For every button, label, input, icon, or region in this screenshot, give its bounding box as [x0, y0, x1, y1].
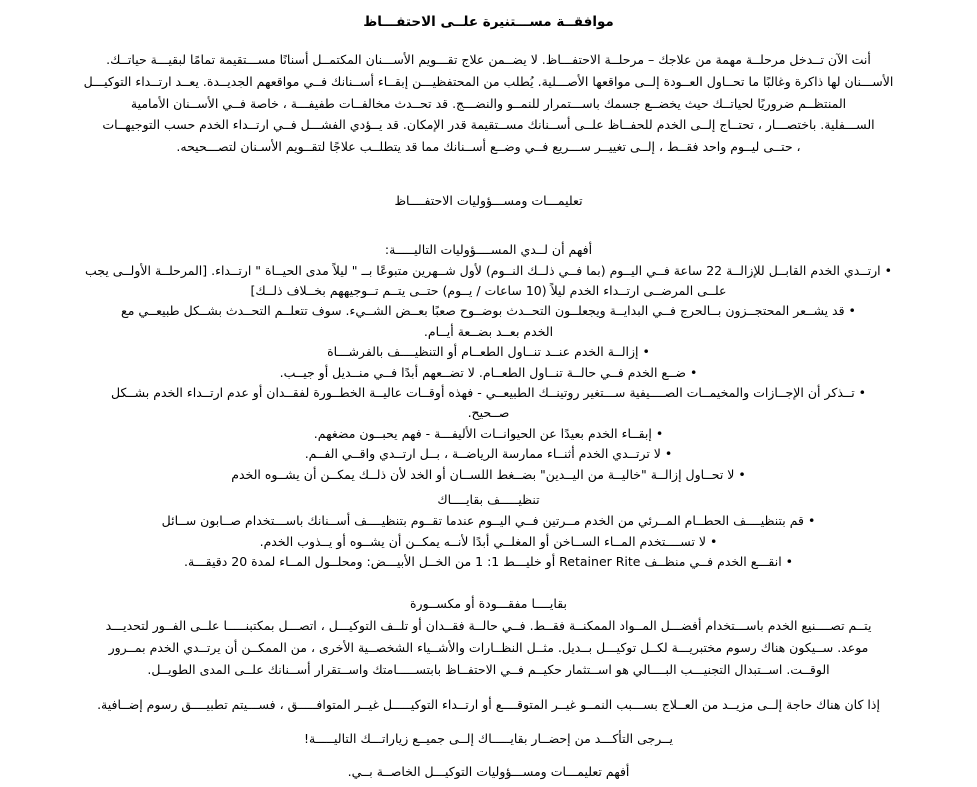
bullet-line: • لا تحــاول إزالــة "خاليــة من اليــدين" بضــغط اللســان أو الخد لأن ذلــك يمكــن أن يشــوه الخدم — [231, 466, 746, 482]
intro-paragraph — [26, 49, 951, 158]
bullet-line: • إزالــة الخدم عنــد تنــاول الطعــام أو التنظيــــف بالفرشـــاة — [327, 344, 650, 360]
section-heading-cleaning: تنظيـــــف بقايــــاك — [437, 492, 540, 508]
bullet-line: • قد يشــعر المحتجــزون بــالحرج فــي البدايــة ويجعلــون التحــدث بوضــوح صعبًا بعــض الشــيء. سوف تتعلــم التحــدث بشــكل طبيعــي مع — [121, 303, 856, 319]
document-title: موافقــة مســـتنيرة علــى الاحتفـــاظ — [363, 14, 614, 30]
responsibilities-lead: أفهم أن لــدي المســــؤوليات التاليـــــة: — [384, 241, 593, 257]
acknowledgement-statement: أفهم تعليمـــات ومســـؤوليات التوكيـــل الخاصــة بــي. — [347, 764, 630, 780]
lost-broken-line: موعد. ســيكون هناك رسوم مختبريـــة لكــل توكيـــل بــديل. مثــل النظــارات والأشــياء الشخصــية الأخرى ، من الممكــن أن يرتــدي الخدم بمــرور — [108, 639, 869, 655]
lost-broken-paragraph — [26, 615, 951, 680]
intro-line: ، حتــى ليــوم واحد فقــط ، إلــى تغييــر ســـريع فــي وضــع أســنانك مما قد يتطلــب علاجًا لتقــويم الأسـنان لتصـــحيحه. — [176, 139, 801, 155]
lost-broken-line: يتــم تصــــنيع الخدم باســـتخدام أفضـــل المــواد الممكنــة فقــط. فــي حالــة فقــدان أو تلــف التوكيـــل ، اتصـــل بمكتبنـــــا علــى الفــور لتحديـــد — [105, 618, 872, 634]
bullet-line: • تــذكر أن الإجــازات والمخيمــات الصــــيفية ســـتغير روتينــك الطبيعــي - فهذه أوقــات عاليــة الخطــورة لفقــدان أو عدم ارتــداء الخدم بشــكل — [110, 385, 867, 401]
section-heading-responsibilities: تعليمـــات ومســـؤوليات الاحتفــــاظ — [394, 192, 583, 208]
intro-line: الســـفلية. باختصـــار ، تحتــاج إلــى الخدم للحفــاظ علــى أســنانك مســتقيمة قدر الإمكان. قد يــؤدي الفشـــل فــي ارتــداء الخدم حسب التوجيهــات — [102, 117, 875, 133]
bullet-line: • لا تســــتخدم المــاء الســاخن أو المغلــي أبدًا لأنــه يمكــن أن يشــوه أو يــذوب الخدم. — [259, 533, 718, 549]
section-heading-lost-broken: بقايــــا مفقـــودة أو مكســورة — [410, 596, 567, 612]
cleaning-list — [26, 511, 951, 573]
bullet-line: • ارتــدي الخدم القابــل للإزالــة 22 ساعة فــي اليــوم (بما فــي ذلــك النــوم) لأول شــهرين متبوعًا بــ " ليلاً مدى الحيــاة " ارتــداء. [المرحلــة الأولــى يجب — [85, 262, 892, 278]
responsibilities-list — [26, 261, 951, 485]
bring-retainers-note: يــرجى التأكـــد من إحضــار بقايـــــاك إلــى جميــع زياراتـــك التاليـــــة! — [304, 731, 673, 747]
bullet-line: • إبقــاء الخدم بعيدًا عن الحيوانــات الأليفـــة - فهم يحبــون مضغهم. — [313, 425, 664, 441]
bullet-line: علــى المرضــى ارتــداء الخدم ليلاً (10 ساعات / يــوم) حتــى يتــم تــوجيههم بخــلاف ذلــك] — [250, 282, 727, 298]
bullet-line: • انقـــع الخدم فــي منظــف Retainer Rite أو خليـــط 1: 1 من الخــل الأبيـــض: ومحلــول المــاء لمدة 20 دقيقـــة. — [183, 554, 794, 570]
intro-line: المنتظــم ضروريًا لحياتــك حيث يخضــع جسمك باســـتمرار للنمــو والنضـــج. قد تحــدث مخالفــات طفيفـــة ، خاصة فــي الأســنان الأمامية — [130, 95, 847, 111]
bullet-line: • لا ترتــدي الخدم أثنــاء ممارسة الرياضــة ، بــل ارتــدي واقــي الفــم. — [304, 446, 673, 462]
bullet-line: صــحيح. — [467, 405, 510, 421]
intro-line: الأســـنان لها ذاكرة وغالبًا ما تحــاول العــودة إلــى مواقعها الأصـــلية. يُطلب من المحتفظيـــن إبقــاء أســنانك فــي مواقعهم الجديــدة. يعــد ارتــداء التوكيـــل — [83, 73, 894, 89]
bullet-line: الخدم بعــد بضــعة أيــام. — [423, 323, 554, 339]
additional-fees-note: إذا كان هناك حاجة إلــى مزيــد من العــلاج بســـبب النمــو غيــر المتوقــــع أو ارتــداء التوكيـــــل غيــر المتوافـــــق ، فســـيتم تطبيــــق رسوم إضــافية. — [97, 697, 880, 713]
lost-broken-line: الوقــت. اســتبدال التجنيـــب البــــالي هو اســتثمار حكيــم فــي الاحتفــاظ بابتســـــامتك واســتقرار أســنانك علــى المدى الطويــل. — [147, 661, 830, 677]
intro-line: أنت الآن تــدخل مرحلــة مهمة من علاجك – مرحلــة الاحتفـــاظ. لا يضــمن علاج تقـــويم الأســـنان المكتمــل أسنانًا مســـتقيمة تمامًا لبقيـــة حياتــك. — [106, 52, 871, 67]
bullet-line: • ضــع الخدم فــي حالــة تنــاول الطعــام. لا تضــعهم أبدًا فــي منــديل أو جيــب. — [279, 364, 698, 380]
bullet-line: • قم بتنظيــــف الحطــام المــرئي من الخدم مــرتين فــي اليــوم عندما تقــوم بتنظيــــف أســنانك باســـتخدام صــابون ســائل — [161, 512, 816, 528]
